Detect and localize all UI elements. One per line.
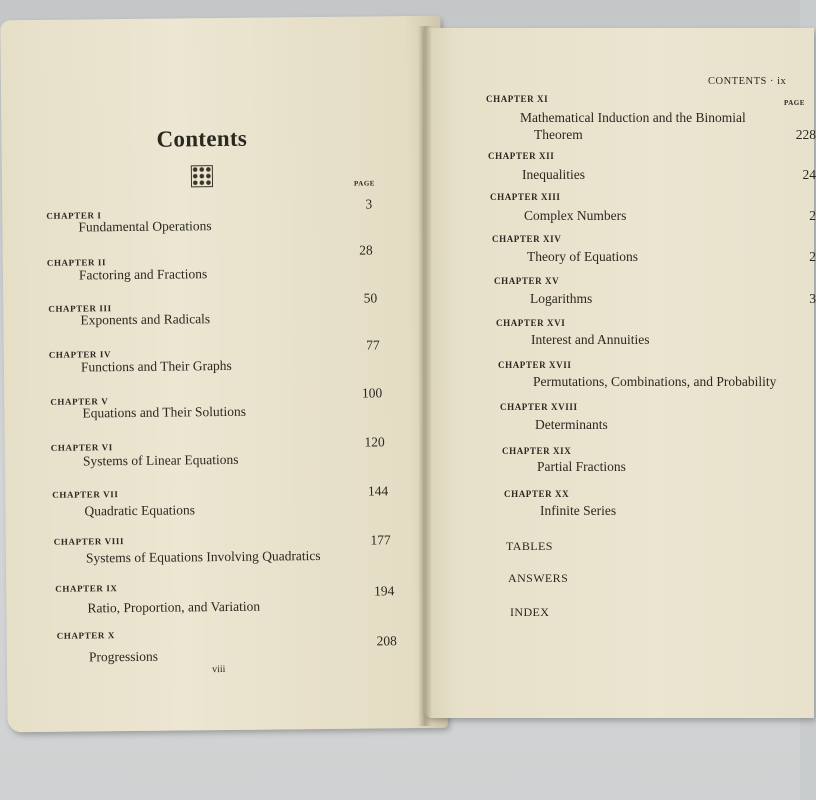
back-matter-answers: ANSWERS bbox=[508, 571, 569, 585]
running-header: CONTENTS · ix bbox=[708, 76, 787, 87]
toc-entry: CHAPTER II Factoring and Fractions 28 bbox=[46, 242, 373, 283]
toc-entry: CHAPTER VIII Systems of Equations Involving Quadratics 177 bbox=[53, 532, 391, 566]
book-spine bbox=[418, 26, 432, 726]
toc-entry: CHAPTER IV Functions and Their Graphs 77 bbox=[48, 337, 380, 375]
toc-entry: CHAPTER I Fundamental Operations 3 bbox=[46, 196, 373, 235]
page-number: viii bbox=[212, 664, 226, 676]
open-book bbox=[0, 8, 816, 738]
right-page: CONTENTS · ix PAGE CHAPTER XI Mathematical Induction and the Binomial Theorem 228 CHAPTER XII Inequalities 24 CHAPTER XIII Complex Numbers 2 CHAPTER XIV Theory of Equations 2 CHAPTER XV Logarithms 3 CHAPTER XVI Interest and Annuities CHAPTER XVII Permutations, Combinations, and Probability CHAPTER XVIII Determinants CHAPTER XIX Partial Fractions CHAPTER XX Infinite Series TABLES ANSWERS INDEX bbox=[424, 28, 814, 718]
back-matter-index: INDEX bbox=[510, 605, 550, 619]
page-column-header: PAGE bbox=[784, 99, 805, 107]
ornament-icon bbox=[191, 165, 213, 187]
page-title: Contents bbox=[156, 125, 248, 152]
toc-entry: CHAPTER VII Quadratic Equations 144 bbox=[52, 483, 389, 519]
toc-entry: CHAPTER VI Systems of Linear Equations 120 bbox=[50, 434, 385, 469]
toc-entry: CHAPTER X Progressions 208 bbox=[56, 630, 397, 665]
toc-entry: CHAPTER V Equations and Their Solutions 100 bbox=[50, 385, 383, 421]
toc-entry: CHAPTER III Exponents and Radicals 50 bbox=[48, 290, 378, 328]
toc-entry: CHAPTER IX Ratio, Proportion, and Variation 194 bbox=[55, 583, 395, 616]
back-matter-tables: TABLES bbox=[506, 539, 553, 553]
left-page bbox=[0, 16, 447, 733]
page-column-header: PAGE bbox=[353, 179, 375, 188]
